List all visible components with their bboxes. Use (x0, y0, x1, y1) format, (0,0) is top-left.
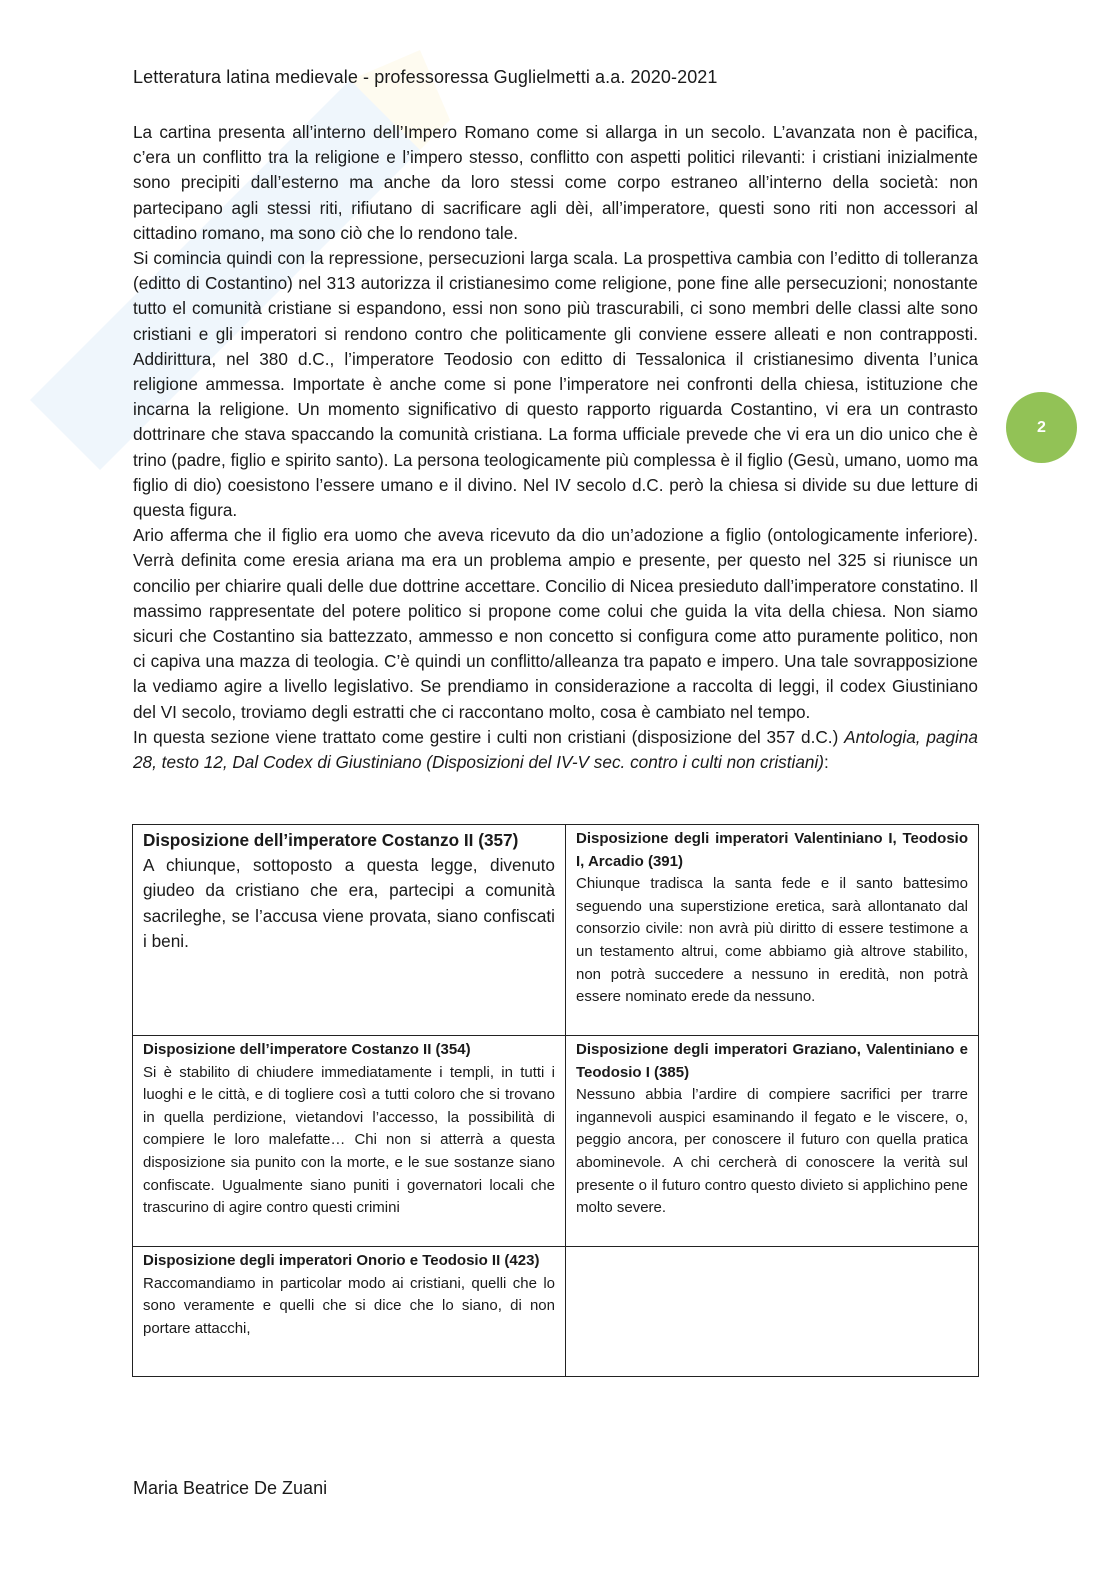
paragraph: Ario afferma che il figlio era uomo che aveva ricevuto da dio un’adozione a figlio (ontologicamente inferiore). Verrà definita come eresia ariana ma era un problema ampio e presente, per questo nel 325 si riunisce un concilio per chiarire quali delle due dottrine accettare. Concilio di Nicea presieduto dall’imperatore constatino. Il massimo rappresentate del potere politico si propone come colui che guida la vita della chiesa. Non siamo sicuri che Costantino sia battezzato, ammesso e non concetto si configura come atto puramente politico, non ci capiva una mazza di teologia. C’è quindi un conflitto/alleanza tra papato e impero. Una tale sovrapposizione la vediamo agire a livello legislativo. Se prendiamo in considerazione a raccolta di leggi, il codex Giustiniano del VI secolo, troviamo degli estratti che ci raccontano molto, cosa è cambiato nel tempo. (133, 525, 978, 722)
table-row (133, 1036, 979, 1247)
antologia-intro: In questa sezione viene trattato come gestire i culti non cristiani (disposizione del 357 d.C.) (133, 726, 845, 747)
table-cell (133, 825, 566, 1036)
main-text (133, 120, 978, 775)
table-row (133, 1247, 979, 1377)
table-cell (133, 1247, 566, 1377)
paragraph: La cartina presenta all’interno dell’Impero Romano come si allarga in un secolo. L’avanzata non è pacifica, c’era un conflitto tra la religione e l’impero stesso, conflitto con aspetti politici rilevanti: i cristiani inizialmente sono precipiti dall’esterno ma anche da loro stessi come corpo estraneo all’interno della società: non partecipano agli stessi riti, rifiutano di sacrificare agli dèi, all’imperatore, questi sono riti non accessori al cittadino romano, ma sono ciò che lo rendono tale. (133, 122, 978, 243)
cell-body: Raccomandiamo in particolar modo ai cristiani, quelli che lo sono veramente e quelli che si dice che lo siano, di non portare attacchi, (143, 1274, 555, 1337)
paragraph: Si comincia quindi con la repressione, persecuzioni larga scala. La prospettiva cambia con l’editto di tolleranza (editto di Costantino) nel 313 autorizza il cristianesimo come religione, pone fine alle persecuzioni; nonostante tutto el comunità cristiane si espandono, essi non sono più trascurabili, ci sono membri delle classi alte sono cristiani e gli imperatori si rendono contro che politicamente gli conviene essere alleati e non contrapposti. Addirittura, nel 380 d.C., l’imperatore Teodosio con editto di Tessalonica il cristianesimo diventa l’unica religione ammessa. Importate è anche come si pone l’imperatore nei confronti della chiesa, istituzione che incarna la religione. Un momento significativo di questo rapporto riguarda Costantino, vi era un contrasto dottrinare che stava spaccando la comunità cristiana. La forma ufficiale prevede che vi era un dio unico che è trino (padre, figlio e spirito santo). La persona teologicamente più complessa è il figlio (Gesù, umano, uomo ma figlio di dio) coesistono l’essere umano e il divino. Nel IV secolo d.C. però la chiesa si divide su due letture di questa figura. (133, 248, 978, 521)
table-cell (133, 1036, 566, 1247)
cell-body: Nessuno abbia l’ardire di compiere sacrifici per trarre ingannevoli auspici esaminando il fegato e le viscere, o, peggio ancora, per conoscere il futuro con quella pratica abominevole. A chi cercherà di conoscere la verità sul presente o il futuro contro questo divieto si applichino pene molto severe. (576, 1086, 968, 1217)
cell-title: Disposizione dell’imperatore Costanzo II (357) (143, 830, 519, 850)
cell-body: Chiunque tradisca la santa fede e il santo battesimo seguendo una superstizione eretica, sarà allontanato dal consorzio civile: non avrà più diritto di essere testimone a un testamento altrui, come abbiamo già altrove stabilito, non potrà succedere a nessuno in eredità, non potrà essere nominato erede da nessuno. (576, 875, 968, 1006)
cell-title: Disposizione degli imperatori Onorio e Teodosio II (423) (143, 1252, 540, 1269)
page-header: Letteratura latina medievale - professoressa Guglielmetti a.a. 2020-2021 (133, 67, 718, 87)
page-number-badge: 2 (1006, 392, 1077, 463)
cell-body: Si è stabilito di chiudere immediatamente i templi, in tutti i luoghi e le città, e di togliere così a tutti coloro che si trovano in quella perdizione, vietandovi l’accesso, la possibilità di compiere le loro malefatte… Chi non si atterrà a questa disposizione sia punito con la morte, e le sue sostanze siano confiscate. Ugualmente siano puniti i governatori locali che trascurino di agire contro questi crimini (143, 1063, 555, 1217)
table-cell (566, 1036, 979, 1247)
cell-title: Disposizione dell’imperatore Costanzo II (354) (143, 1041, 471, 1058)
antologia-end: : (824, 752, 829, 773)
table-row (133, 825, 979, 1036)
cell-body: A chiunque, sottoposto a questa legge, divenuto giudeo da cristiano che era, partecipi a comunità sacrileghe, se l’accusa viene provata, siano confiscati i beni. (143, 855, 555, 951)
dispositions-table (132, 824, 979, 1377)
cell-title: Disposizione degli imperatori Graziano, Valentiniano e Teodosio I (385) (576, 1041, 968, 1081)
table-cell (566, 825, 979, 1036)
table-cell-empty (566, 1247, 979, 1377)
paragraph-antologia (133, 725, 978, 775)
antologia-reference: Antologia, pagina 28, testo 12, Dal Codex di Giustiniano (Disposizioni del IV-V sec. contro i culti non cristiani) (133, 726, 978, 773)
page-footer-author: Maria Beatrice De Zuani (133, 1478, 328, 1498)
cell-title: Disposizione degli imperatori Valentiniano I, Teodosio I, Arcadio (391) (576, 830, 968, 870)
